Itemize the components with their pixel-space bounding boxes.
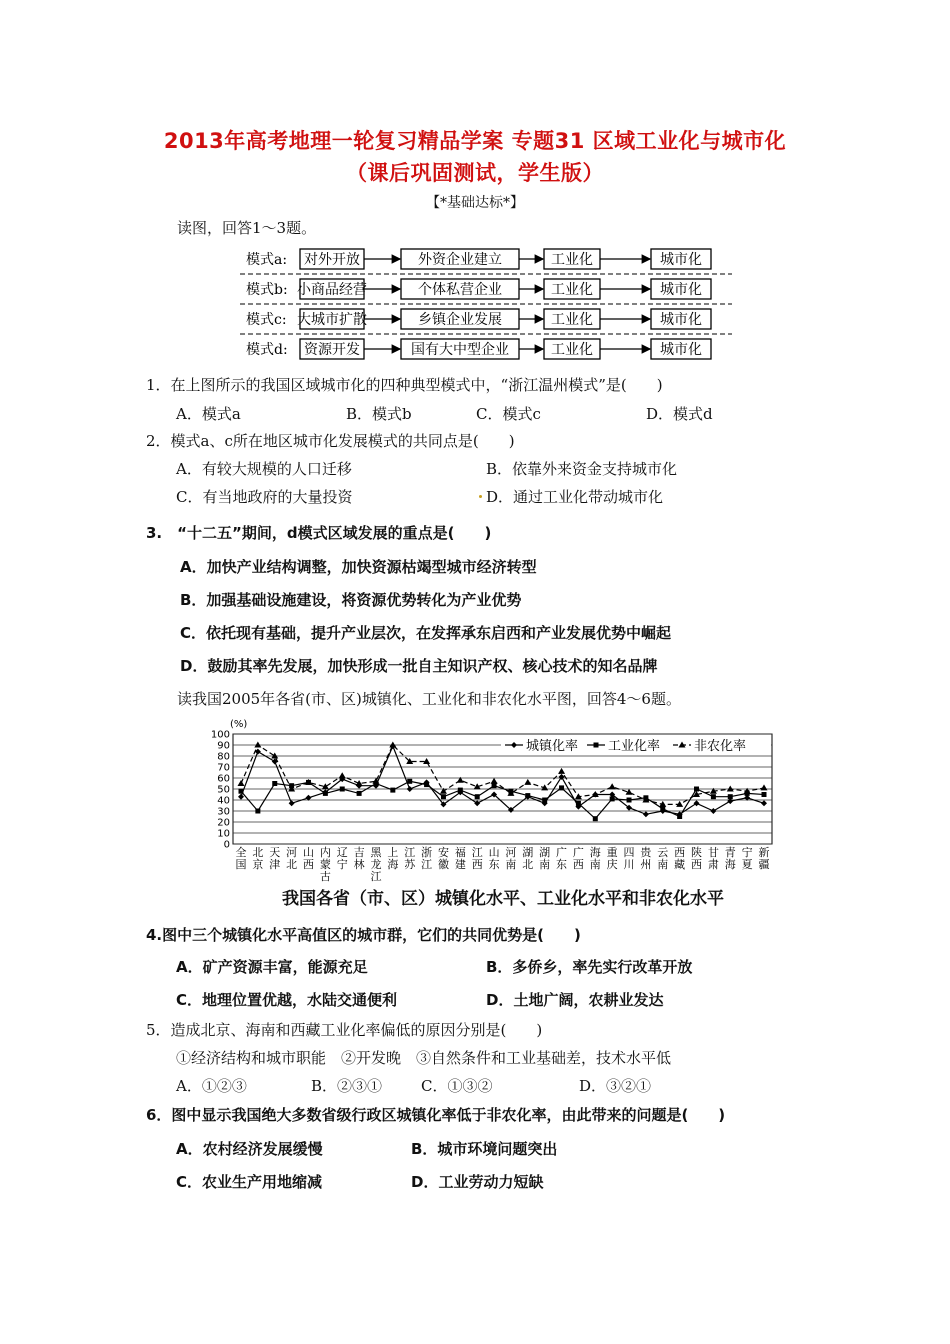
legend-marker <box>594 743 599 748</box>
x-tick-label: 全 <box>235 846 247 859</box>
x-tick-label: 四 <box>623 846 635 859</box>
mode-label: 模式c: <box>246 312 287 328</box>
flow-step-label: 资源开发 <box>304 342 360 358</box>
point-diamond <box>761 800 767 806</box>
y-tick-label: 80 <box>217 751 230 763</box>
y-tick-label: 90 <box>217 740 230 752</box>
q5-option-d: D．③②① <box>579 1077 652 1095</box>
flow-step-label: 城市化 <box>660 282 702 298</box>
x-tick-label: 庆 <box>606 858 618 871</box>
flow-step-label: 城市化 <box>660 312 702 328</box>
point-square <box>542 798 547 803</box>
x-tick-label: 北 <box>522 858 534 871</box>
x-tick-label: 贵 <box>640 846 652 859</box>
x-tick-label: 南 <box>539 858 551 871</box>
flow-step-label: 对外开放 <box>304 252 360 268</box>
point-diamond <box>694 800 700 806</box>
q5-options-line: ①经济结构和城市职能 ②开发晚 ③自然条件和工业基础差，技术水平低 <box>176 1049 672 1067</box>
q2-option-b: B．依靠外来资金支持城市化 <box>486 460 678 478</box>
point-square <box>272 781 277 786</box>
x-tick-label: 古 <box>319 870 331 883</box>
x-tick-label: 北 <box>286 858 298 871</box>
x-tick-label: 河 <box>286 846 298 859</box>
x-tick-label: 宁 <box>741 846 753 859</box>
chart-title: 我国各省（市、区）城镇化水平、工业化水平和非农化水平 <box>282 889 724 909</box>
point-triangle <box>254 742 261 748</box>
x-tick-label: 广 <box>572 846 584 859</box>
q6-option-d: D．工业劳动力短缺 <box>411 1173 544 1191</box>
section-tag: 【*基础达标*】 <box>426 195 524 211</box>
q3-option-b: B．加强基础设施建设，将资源优势转化为产业优势 <box>180 591 522 609</box>
intro-text-1: 读图，回答1～3题。 <box>177 219 317 237</box>
point-square <box>593 816 598 821</box>
mode-label: 模式b: <box>246 282 288 298</box>
x-tick-label: 江 <box>370 870 382 883</box>
flow-step-label: 乡镇企业发展 <box>418 312 502 328</box>
q5-option-c: C．①③② <box>421 1077 493 1095</box>
x-tick-label: 安 <box>437 846 449 859</box>
point-diamond <box>474 800 480 806</box>
point-square <box>694 787 699 792</box>
y-tick-label: 30 <box>217 806 230 818</box>
y-axis-label: (%) <box>230 719 248 730</box>
point-square <box>255 809 260 814</box>
q4-option-b: B．多侨乡，率先实行改革开放 <box>486 958 693 976</box>
point-triangle <box>339 772 346 778</box>
mode-label: 模式a: <box>246 252 288 268</box>
flow-step-label: 工业化 <box>551 252 593 268</box>
q1-option-a: A．模式a <box>176 405 241 423</box>
point-square <box>728 794 733 799</box>
point-square <box>323 791 328 796</box>
urbanization-mode-diagram <box>240 244 740 368</box>
q2-stem: 2．模式a、c所在地区城市化发展模式的共同点是( ) <box>146 432 515 450</box>
x-tick-label: 藏 <box>674 858 686 871</box>
x-tick-label: 蒙 <box>319 858 331 871</box>
legend-label: 非农化率 <box>694 739 747 754</box>
point-square <box>492 783 497 788</box>
q3-option-d: D．鼓励其率先发展，加快形成一批自主知识产权、核心技术的知名品牌 <box>180 657 658 675</box>
q2-option-a: A．有较大规模的人口迁移 <box>176 460 352 478</box>
flow-step-label: 小商品经营 <box>297 282 367 298</box>
urbanization-chart <box>205 714 780 910</box>
x-tick-label: 福 <box>454 846 466 859</box>
point-square <box>677 814 682 819</box>
point-square <box>441 794 446 799</box>
legend-label: 工业化率 <box>608 739 661 754</box>
x-tick-label: 甘 <box>707 846 719 859</box>
point-diamond <box>238 794 244 800</box>
point-square <box>711 794 716 799</box>
point-square <box>525 793 530 798</box>
x-tick-label: 河 <box>505 846 517 859</box>
q5-option-b: B．②③① <box>311 1077 383 1095</box>
flow-step-label: 工业化 <box>551 342 593 358</box>
q2-option-d: D．通过工业化带动城市化 <box>486 488 664 506</box>
x-tick-label: 徽 <box>437 858 449 871</box>
point-triangle <box>558 768 565 774</box>
x-tick-label: 京 <box>252 858 264 871</box>
x-tick-label: 津 <box>269 858 281 871</box>
y-tick-label: 60 <box>217 773 230 785</box>
x-tick-label: 东 <box>488 858 500 871</box>
x-tick-label: 湖 <box>522 846 534 859</box>
x-tick-label: 海 <box>589 846 601 859</box>
x-tick-label: 川 <box>623 858 635 871</box>
q6-option-b: B．城市环境问题突出 <box>411 1140 558 1158</box>
q2-option-c: C．有当地政府的大量投资 <box>176 488 353 506</box>
x-tick-label: 西 <box>674 846 686 859</box>
flow-step-label: 大城市扩散 <box>297 312 367 328</box>
x-tick-label: 龙 <box>370 858 382 871</box>
flow-step-label: 城市化 <box>660 342 702 358</box>
point-square <box>407 779 412 784</box>
mode-label: 模式d: <box>246 342 288 358</box>
y-tick-label: 100 <box>210 729 230 741</box>
point-triangle <box>761 784 768 790</box>
point-diamond <box>407 786 413 792</box>
x-tick-label: 上 <box>387 846 399 859</box>
x-tick-label: 青 <box>724 846 736 859</box>
x-tick-label: 南 <box>657 858 669 871</box>
x-tick-label: 苏 <box>404 858 416 871</box>
x-tick-label: 西 <box>302 858 314 871</box>
point-square <box>762 792 767 797</box>
flow-step-label: 城市化 <box>660 252 702 268</box>
x-tick-label: 海 <box>724 858 736 871</box>
x-tick-label: 辽 <box>336 846 348 859</box>
x-tick-label: 林 <box>353 858 365 871</box>
x-tick-label: 州 <box>640 858 652 871</box>
q1-option-c: C．模式c <box>476 405 541 423</box>
x-tick-label: 西 <box>471 858 483 871</box>
point-square <box>340 787 345 792</box>
point-triangle <box>609 783 616 789</box>
point-square <box>390 788 395 793</box>
x-tick-label: 南 <box>589 858 601 871</box>
y-tick-label: 10 <box>217 828 230 840</box>
point-triangle <box>524 779 531 785</box>
q1-option-d: D．模式d <box>646 405 713 423</box>
x-tick-label: 北 <box>252 846 264 859</box>
point-square <box>627 798 632 803</box>
x-tick-label: 湖 <box>539 846 551 859</box>
y-tick-label: 50 <box>217 784 230 796</box>
x-tick-label: 江 <box>404 846 416 859</box>
x-tick-label: 夏 <box>741 858 753 871</box>
point-square <box>559 785 564 790</box>
x-tick-label: 山 <box>302 846 314 859</box>
x-tick-label: 东 <box>556 858 568 871</box>
stray-dot <box>479 495 482 498</box>
y-tick-label: 40 <box>217 795 230 807</box>
q4-option-c: C．地理位置优越，水陆交通便利 <box>176 991 398 1009</box>
legend-label: 城镇化率 <box>526 739 579 754</box>
q3-option-a: A．加快产业结构调整，加快资源枯竭型城市经济转型 <box>180 558 537 576</box>
point-triangle <box>727 786 734 792</box>
point-square <box>576 801 581 806</box>
point-square <box>458 788 463 793</box>
point-square <box>239 789 244 794</box>
q1-stem: 1．在上图所示的我国区域城市化的四种典型模式中，“浙江温州模式”是( ) <box>146 376 663 394</box>
q1-option-b: B．模式b <box>346 405 412 423</box>
x-tick-label: 重 <box>606 846 618 859</box>
q3-stem: 3. “十二五”期间，d模式区域发展的重点是( ) <box>146 524 492 542</box>
x-tick-label: 云 <box>657 846 669 859</box>
flow-step-label: 个体私营企业 <box>418 282 502 298</box>
intro-text-2: 读我国2005年各省(市、区)城镇化、工业化和非农化水平图，回答4～6题。 <box>177 690 681 708</box>
x-tick-label: 内 <box>319 846 331 859</box>
x-tick-label: 西 <box>691 858 703 871</box>
flow-step-label: 国有大中型企业 <box>411 342 509 358</box>
flow-step-label: 工业化 <box>551 282 593 298</box>
q4-stem: 4.图中三个城镇化水平高值区的城市群，它们的共同优势是( ) <box>146 926 581 944</box>
page-title: 2013年高考地理一轮复习精品学案 专题31 区域工业化与城市化 <box>163 129 787 153</box>
flow-step-label: 工业化 <box>551 312 593 328</box>
x-tick-label: 南 <box>505 858 517 871</box>
x-tick-label: 西 <box>572 858 584 871</box>
point-square <box>357 791 362 796</box>
q6-stem: 6．图中显示我国绝大多数省级行政区城镇化率低于非农化率，由此带来的问题是( ) <box>146 1106 726 1124</box>
point-square <box>660 806 665 811</box>
point-triangle <box>491 778 498 784</box>
x-tick-label: 黑 <box>370 846 382 859</box>
x-tick-label: 吉 <box>353 846 365 859</box>
x-tick-label: 宁 <box>336 858 348 871</box>
q5-stem: 5．造成北京、海南和西藏工业化率偏低的原因分别是( ) <box>146 1021 543 1039</box>
x-tick-label: 疆 <box>758 858 770 871</box>
x-tick-label: 江 <box>471 846 483 859</box>
x-tick-label: 浙 <box>421 846 433 859</box>
point-diamond <box>289 800 295 806</box>
y-tick-label: 0 <box>223 839 230 851</box>
point-triangle <box>238 780 245 786</box>
x-tick-label: 陕 <box>691 846 703 859</box>
point-square <box>610 796 615 801</box>
q5-option-a: A．①②③ <box>176 1077 247 1095</box>
x-tick-label: 肃 <box>707 858 719 871</box>
x-tick-label: 国 <box>235 858 247 871</box>
q6-option-c: C．农业生产用地缩减 <box>176 1173 323 1191</box>
point-square <box>475 794 480 799</box>
flow-step-label: 外资企业建立 <box>418 252 502 268</box>
q3-option-c: C．依托现有基础，提升产业层次，在发挥承东启西和产业发展优势中崛起 <box>180 624 672 642</box>
q4-option-a: A．矿产资源丰富，能源充足 <box>176 958 368 976</box>
y-tick-label: 20 <box>217 817 230 829</box>
x-tick-label: 海 <box>387 858 399 871</box>
x-tick-label: 山 <box>488 846 500 859</box>
point-diamond <box>559 774 565 780</box>
point-diamond <box>710 808 716 814</box>
x-tick-label: 广 <box>556 846 568 859</box>
page-subtitle: （课后巩固测试，学生版） <box>346 161 604 185</box>
point-square <box>424 782 429 787</box>
x-tick-label: 天 <box>269 846 281 859</box>
x-tick-label: 新 <box>758 846 770 859</box>
point-diamond <box>255 749 261 755</box>
x-tick-label: 江 <box>421 858 433 871</box>
point-diamond <box>643 811 649 817</box>
q4-option-d: D．土地广阔，农耕业发达 <box>486 991 664 1009</box>
x-tick-label: 建 <box>454 858 466 871</box>
point-triangle <box>271 753 278 759</box>
point-triangle <box>389 742 396 748</box>
q6-option-a: A．农村经济发展缓慢 <box>176 1140 323 1158</box>
y-tick-label: 70 <box>217 762 230 774</box>
